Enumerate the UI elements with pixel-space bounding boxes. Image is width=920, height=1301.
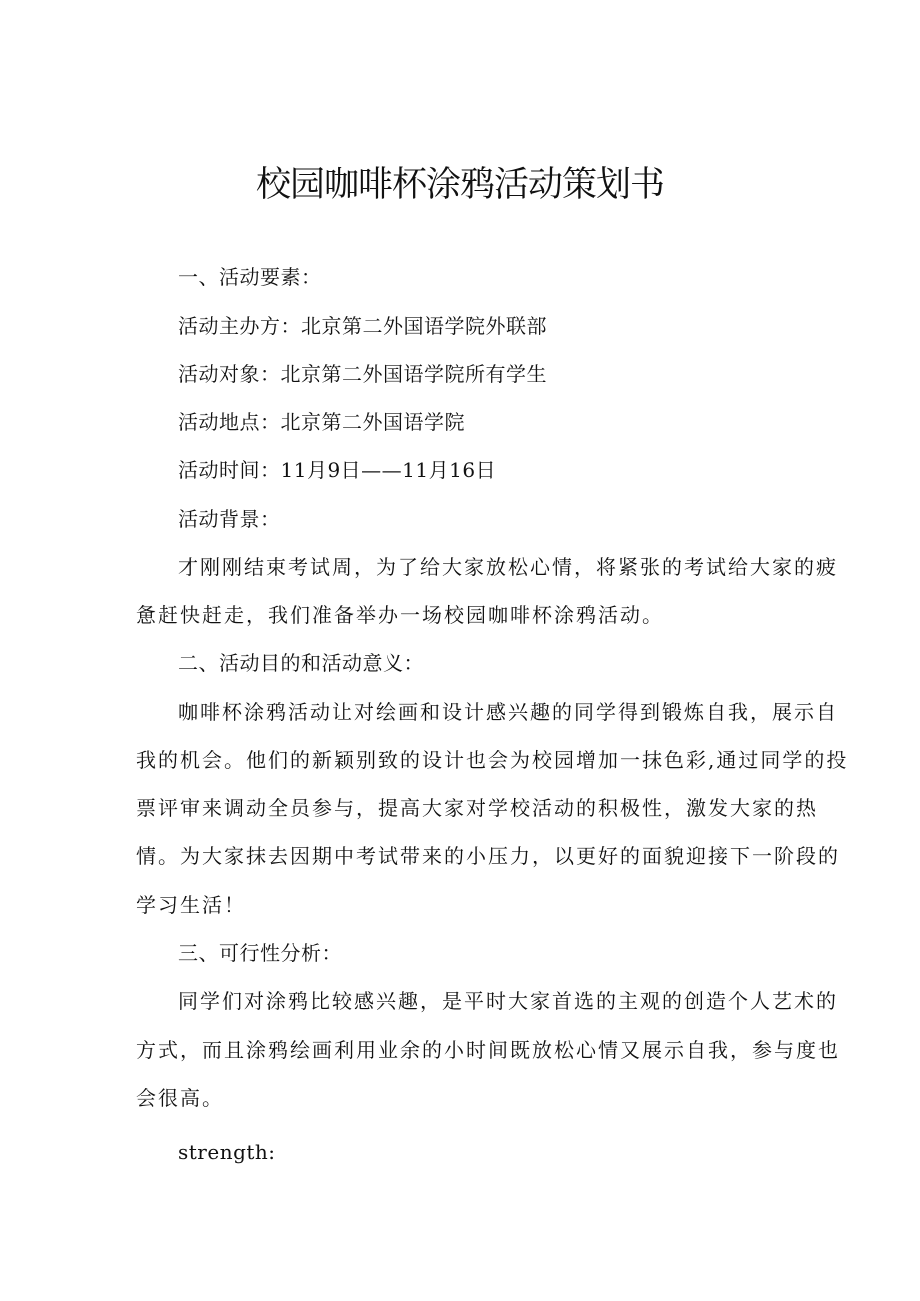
document-title: 校园咖啡杯涂鸦活动策划书	[255, 165, 664, 205]
time-line: 活动时间：11月9日——11月16日	[178, 458, 497, 482]
background-label: 活动背景：	[178, 507, 281, 531]
section2-line-5: 学习生活！	[136, 893, 246, 917]
section2-line-4: 情。为大家抹去因期中考试带来的小压力，以更好的面貌迎接下一阶段的	[136, 844, 840, 868]
section3-line-1: 同学们对涂鸦比较感兴趣，是平时大家首选的主观的创造个人艺术的	[178, 989, 838, 1013]
location-line: 活动地点：北京第二外国语学院	[178, 410, 465, 434]
background-line-1: 才刚刚结束考试周，为了给大家放松心情，将紧张的考试给大家的疲	[178, 555, 838, 579]
strength-label: strength:	[178, 1140, 276, 1164]
section2-line-3: 票评审来调动全员参与，提高大家对学校活动的积极性，激发大家的热	[136, 796, 818, 820]
section2-heading: 二、活动目的和活动意义：	[178, 651, 424, 675]
section2-line-2: 我的机会。他们的新颖别致的设计也会为校园增加一抹色彩,通过同学的投	[136, 748, 849, 772]
section3-heading: 三、可行性分析：	[178, 941, 342, 965]
section3-line-3: 会很高。	[136, 1086, 224, 1110]
section1-heading: 一、活动要素：	[178, 265, 322, 289]
section3-line-2: 方式，而且涂鸦绘画利用业余的小时间既放松心情又展示自我，参与度也	[136, 1038, 840, 1062]
organizer-line: 活动主办方：北京第二外国语学院外联部	[178, 314, 547, 338]
audience-line: 活动对象：北京第二外国语学院所有学生	[178, 362, 547, 386]
section2-line-1: 咖啡杯涂鸦活动让对绘画和设计感兴趣的同学得到锻炼自我，展示自	[178, 700, 838, 724]
background-line-2: 惫赶快赶走，我们准备举办一场校园咖啡杯涂鸦活动。	[136, 603, 664, 627]
